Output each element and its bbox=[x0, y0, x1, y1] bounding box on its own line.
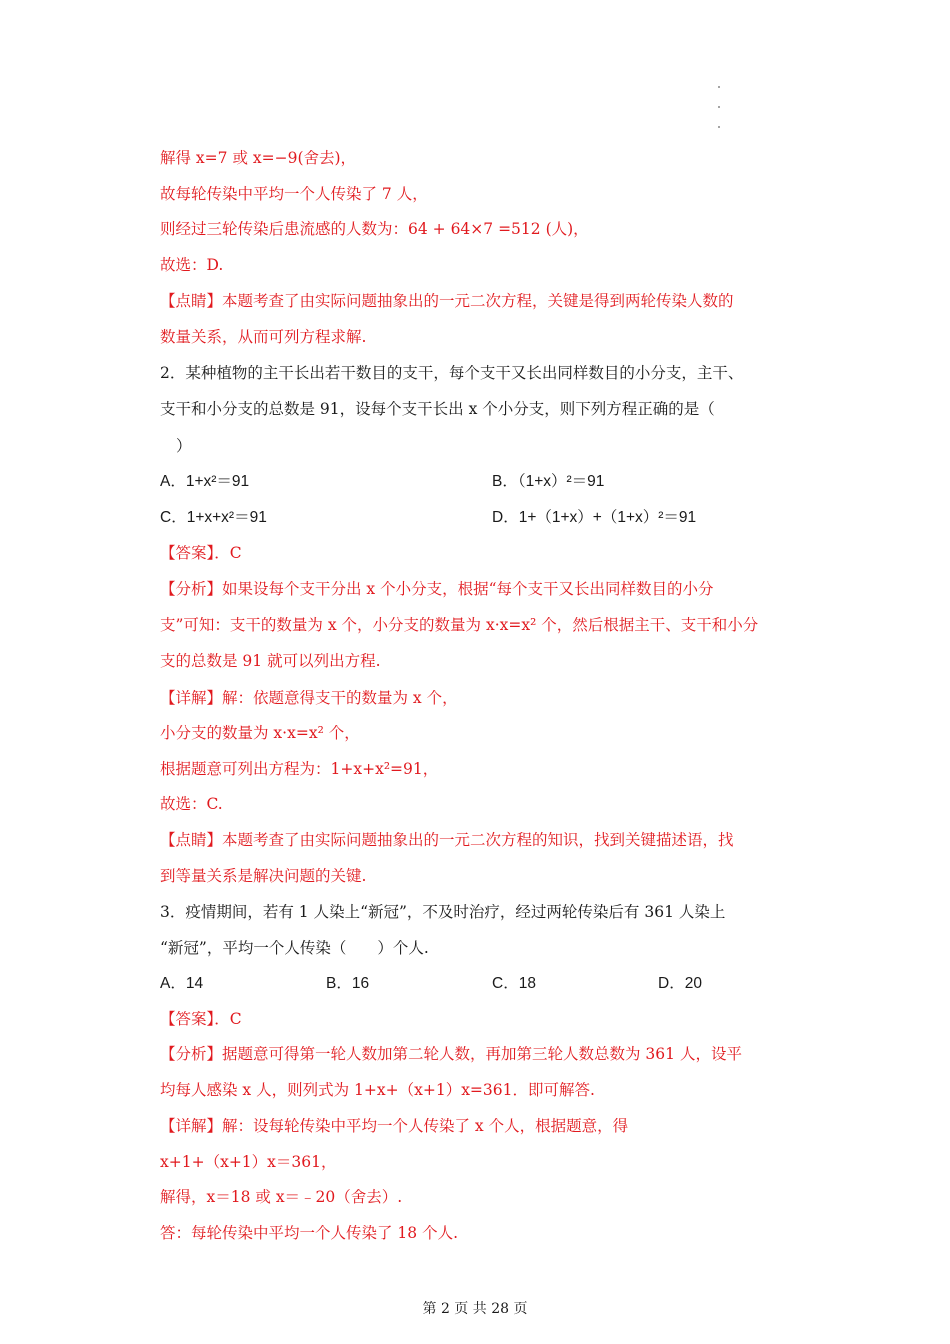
question-2-line: ） bbox=[176, 437, 192, 455]
solution-line: 答：每轮传染中平均一个人传染了 18 个人. bbox=[160, 1224, 459, 1242]
solution-line: 故选：C. bbox=[160, 795, 223, 813]
question-3-line: “新冠”，平均一个人传染（ ）个人. bbox=[160, 939, 429, 957]
text-line: 故选：D. bbox=[160, 256, 224, 274]
answer-line: 【答案】．C bbox=[160, 544, 242, 562]
q2-option-c: C．1+x+x²＝91 bbox=[160, 509, 267, 526]
q3-option-c: C．18 bbox=[492, 975, 536, 992]
analysis-line: 【分析】如果设每个支干分出 x 个小分支，根据“每个支干又长出同样数目的小分 bbox=[160, 580, 714, 598]
q2-option-b: B．（1+x）²＝91 bbox=[492, 473, 605, 490]
q2-option-a: A．1+x²＝91 bbox=[160, 473, 250, 490]
solution-line: x+1+（x+1）x＝361， bbox=[160, 1153, 337, 1171]
solution-line: 【详解】解：设每轮传染中平均一个人传染了 x 个人，根据题意，得 bbox=[160, 1117, 629, 1135]
remark-line: 【点睛】本题考查了由实际问题抽象出的一元二次方程的知识，找到关键描述语，找 bbox=[160, 831, 734, 849]
corner-marks bbox=[718, 86, 722, 146]
analysis-line: 支”可知：支干的数量为 x 个，小分支的数量为 x·x=x² 个，然后根据主干、支干和小分 bbox=[160, 616, 759, 634]
remark-line: 数量关系，从而可列方程求解. bbox=[160, 328, 367, 346]
analysis-line: 【分析】据题意可得第一轮人数加第二轮人数，再加第三轮人数总数为 361 人，设平 bbox=[160, 1045, 742, 1063]
answer-line: 【答案】．C bbox=[160, 1010, 242, 1028]
solution-line: 解得，x＝18 或 x＝﹣20（舍去）. bbox=[160, 1188, 403, 1206]
question-2-line: 2．某种植物的主干长出若干数目的支干，每个支干又长出同样数目的小分支，主干、 bbox=[160, 364, 744, 382]
analysis-line: 均每人感染 x 人，则列式为 1+x+（x+1）x=361．即可解答. bbox=[160, 1081, 595, 1099]
remark-line: 【点睛】本题考查了由实际问题抽象出的一元二次方程，关键是得到两轮传染人数的 bbox=[160, 292, 734, 310]
text-line: 故每轮传染中平均一个人传染了 7 人， bbox=[160, 185, 428, 203]
q2-option-d: D．1+（1+x）+（1+x）²＝91 bbox=[492, 509, 697, 526]
solution-line: 【详解】解：依题意得支干的数量为 x 个， bbox=[160, 689, 458, 707]
page-footer: 第 2 页 共 28 页 bbox=[422, 1301, 528, 1317]
q3-option-d: D．20 bbox=[658, 975, 702, 992]
analysis-line: 支的总数是 91 就可以列出方程. bbox=[160, 652, 381, 670]
solution-line: 小分支的数量为 x·x=x² 个， bbox=[160, 724, 360, 742]
solution-line: 根据题意可列出方程为：1+x+x²=91， bbox=[160, 760, 439, 778]
q3-option-a: A．14 bbox=[160, 975, 204, 992]
text-line: 则经过三轮传染后患流感的人数为：64 + 64×7 =512 (人)， bbox=[160, 220, 589, 238]
q3-option-b: B．16 bbox=[326, 975, 370, 992]
question-3-line: 3．疫情期间，若有 1 人染上“新冠”，不及时治疗，经过两轮传染后有 361 人染上 bbox=[160, 903, 726, 921]
question-2-line: 支干和小分支的总数是 91，设每个支干长出 x 个小分支，则下列方程正确的是（ bbox=[160, 400, 715, 418]
text-line: 解得 x=7 或 x=−9(舍去)， bbox=[160, 149, 357, 167]
remark-line: 到等量关系是解决问题的关键. bbox=[160, 867, 367, 885]
